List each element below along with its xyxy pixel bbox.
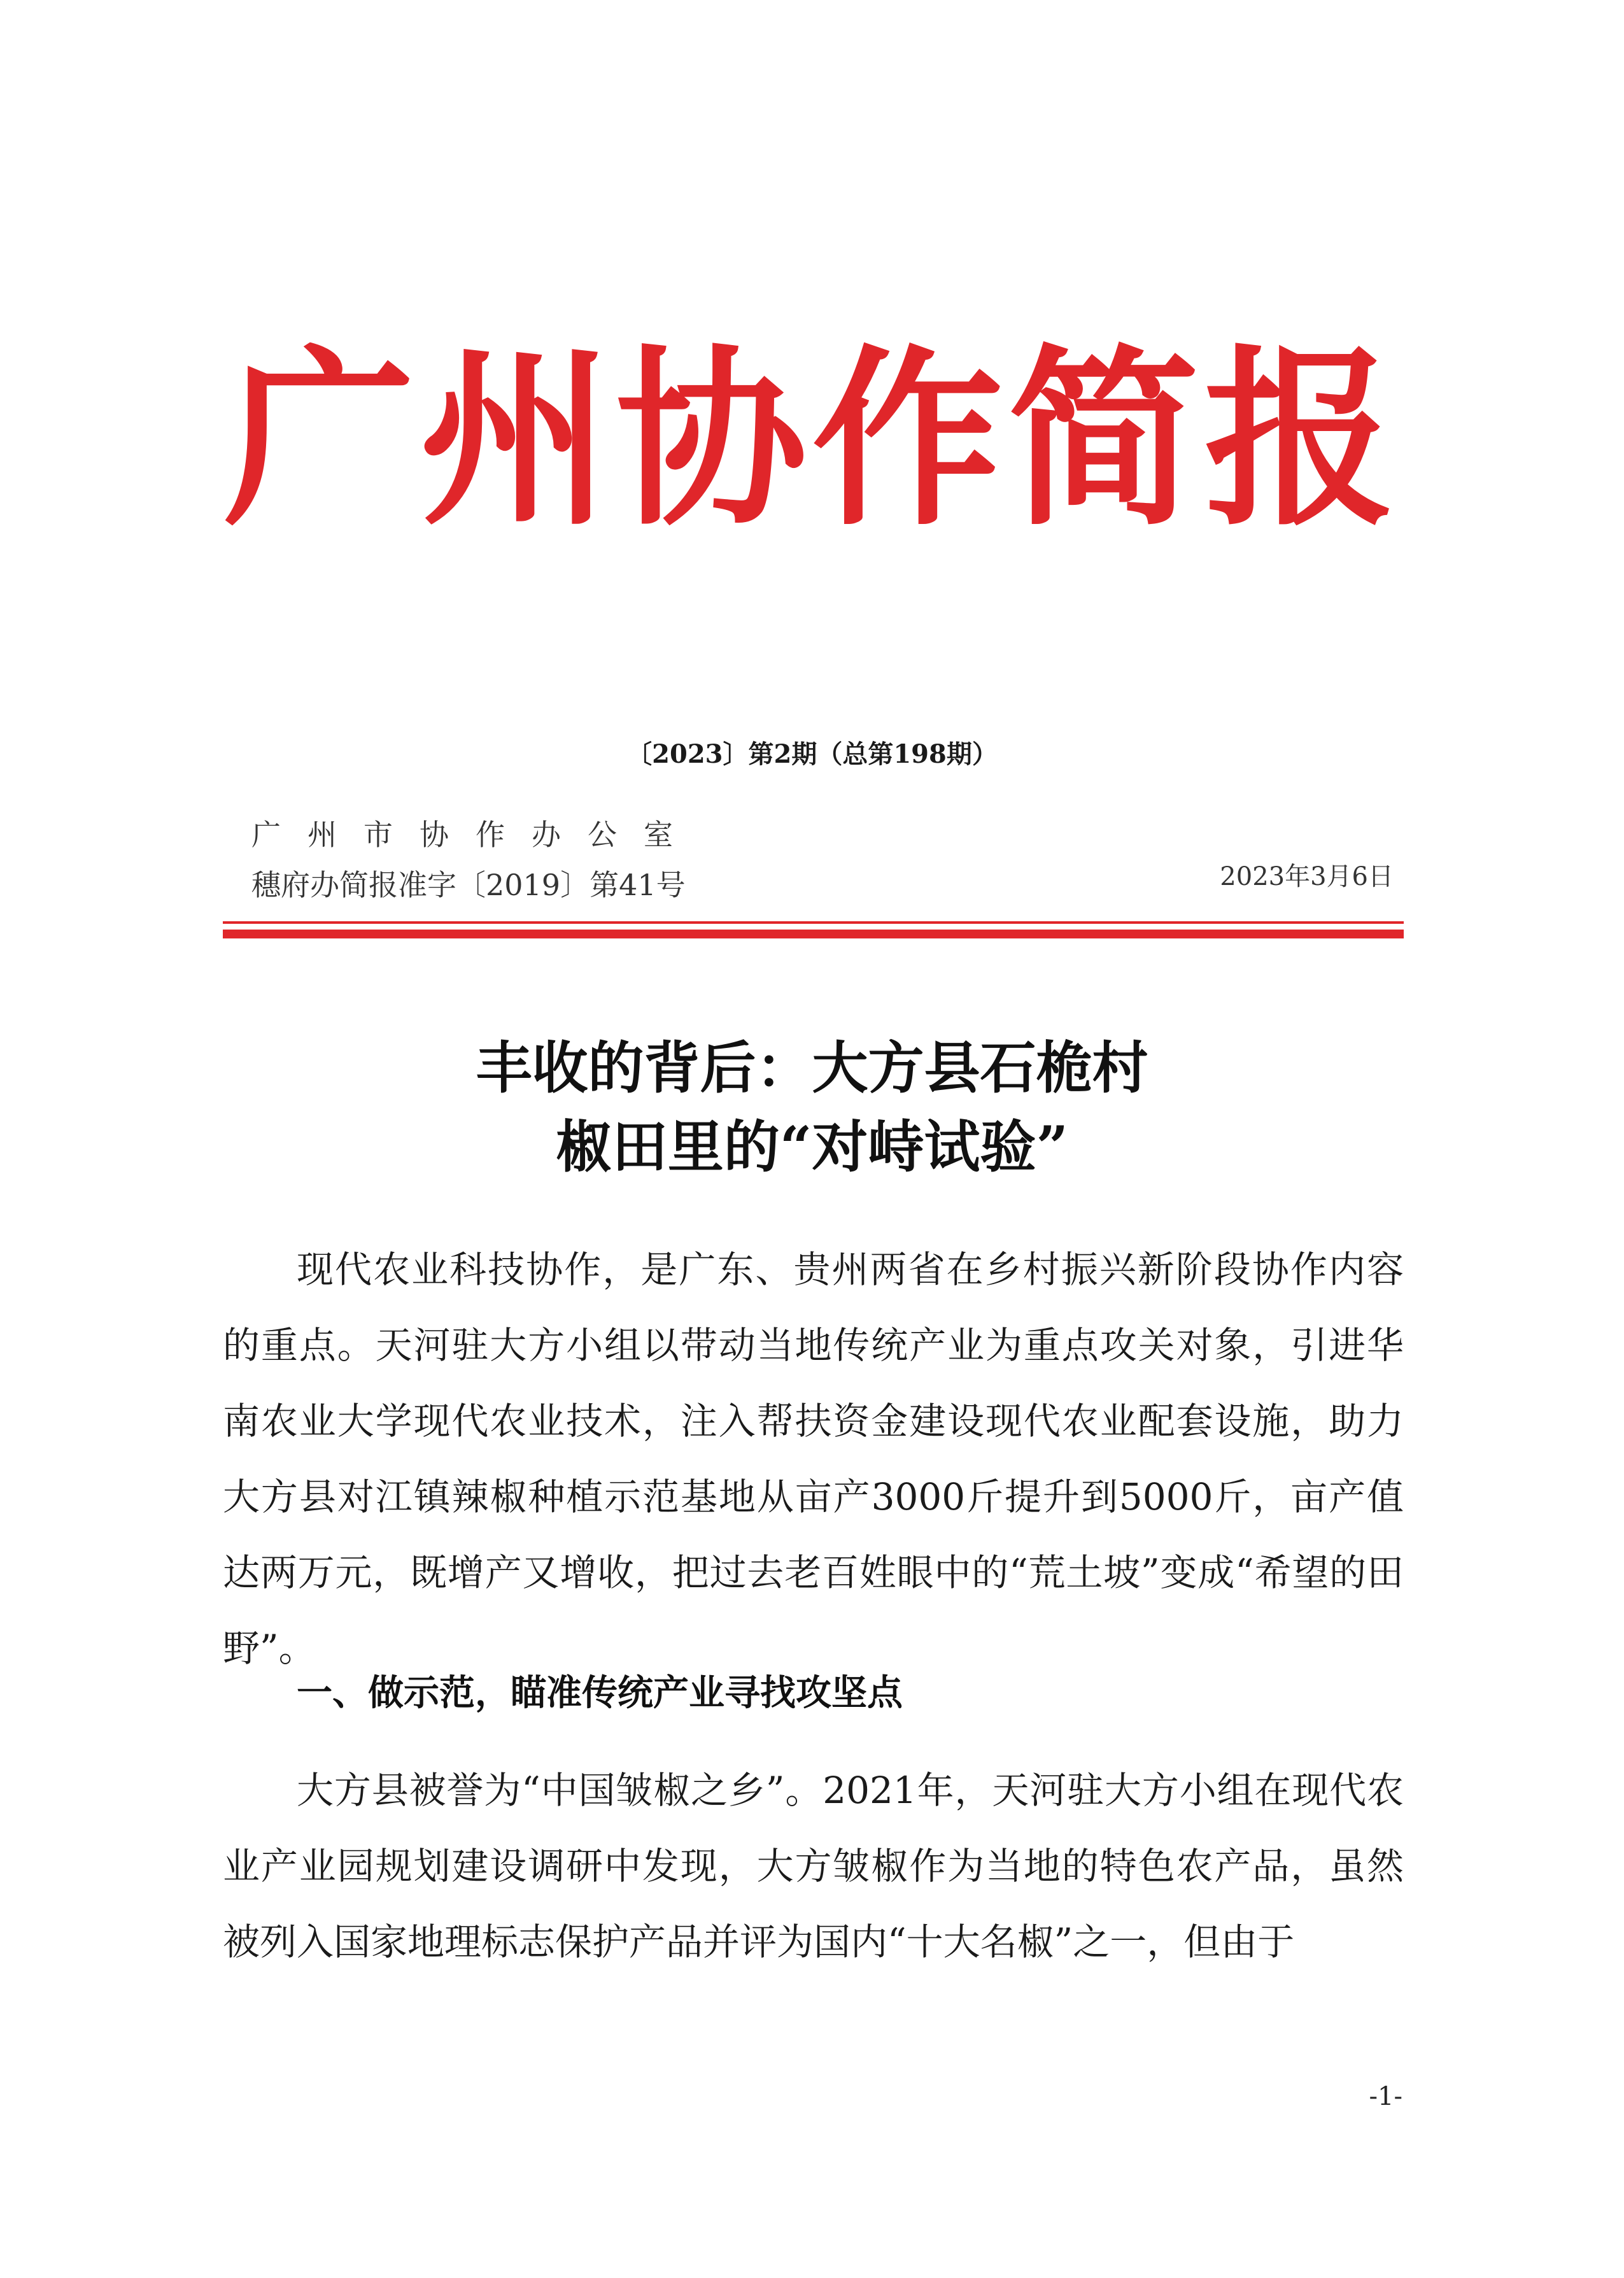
article-title: [0, 1028, 1624, 1186]
header-divider-thick: [223, 930, 1404, 938]
article-paragraph-section-1: 大方县被誉为“中国皱椒之乡”。2021年，天河驻大方小组在现代农业产业园规划建设调研中发现，大方皱椒作为当地的特色农产品，虽然被列入国家地理标志保护产品并评为国内“十大名椒”之一，但由于: [223, 1769, 1404, 1963]
issue-number: 〔2023〕第2期（总第198期）: [626, 739, 998, 769]
approval-number: 穗府办简报准字〔2019〕第41号: [251, 868, 686, 902]
issuing-organization: 广州市协作办公室: [251, 817, 700, 852]
article-paragraph-intro: 现代农业科技协作，是广东、贵州两省在乡村振兴新阶段协作内容的重点。天河驻大方小组以带动当地传统产业为重点攻关对象，引进华南农业大学现代农业技术，注入帮扶资金建设现代农业配套设施，助力大方县对江镇辣椒种植示范基地从亩产3000斤提升到5000斤，亩产值达两万元，既增产又增收，把过去老百姓眼中的“荒土坡”变成“希望的田野”。: [223, 1248, 1404, 1670]
section-heading-1: 一、做示范，瞄准传统产业寻找攻坚点: [297, 1673, 903, 1714]
publication-date: 2023年3月6日: [1220, 862, 1394, 891]
article-title-line-1: 丰收的背后：大方县石桅村: [476, 1035, 1148, 1101]
masthead-title: 广州协作简报: [223, 327, 1401, 551]
page-number: -1-: [1369, 2082, 1402, 2111]
article-title-line-2: 椒田里的“对峙试验”: [555, 1114, 1069, 1180]
header-divider-thin: [223, 921, 1404, 924]
